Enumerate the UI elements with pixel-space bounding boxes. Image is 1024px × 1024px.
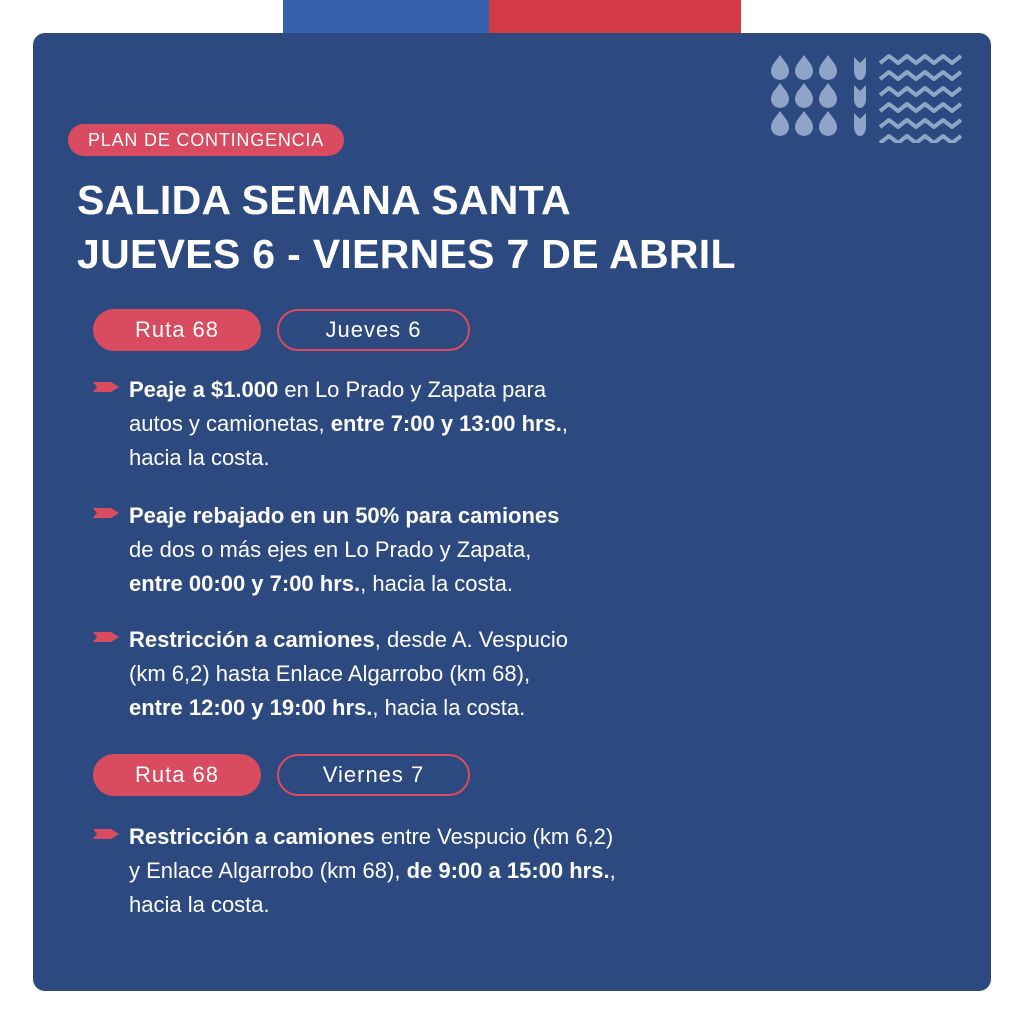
text-segment: y Enlace Algarrobo (km 68), — [129, 858, 407, 883]
text-segment: autos y camionetas, — [129, 411, 331, 436]
bold-text: entre 00:00 y 7:00 hrs. — [129, 571, 361, 596]
bold-text: de 9:00 a 15:00 hrs. — [406, 858, 610, 883]
bold-text: Restricción a camiones — [129, 627, 375, 652]
arrow-bullet-icon — [93, 630, 121, 644]
section-header-jueves — [93, 309, 470, 351]
text-line — [129, 623, 973, 657]
section-header-viernes — [93, 754, 470, 796]
bold-text: entre 12:00 y 19:00 hrs. — [129, 695, 373, 720]
list-item — [93, 623, 973, 725]
arrow-bullet-icon — [93, 827, 121, 841]
text-segment: en Lo Prado y Zapata para — [278, 377, 547, 402]
text-segment: , hacia la costa. — [372, 695, 526, 720]
text-segment: entre Vespucio (km 6,2) — [374, 824, 614, 849]
day-pill: Viernes 7 — [277, 754, 470, 796]
list-item — [93, 499, 973, 601]
list-item — [93, 820, 973, 922]
list-item-text — [129, 623, 973, 725]
text-segment: , — [561, 411, 569, 436]
title-line-2: JUEVES 6 - VIERNES 7 DE ABRIL — [77, 231, 736, 277]
text-line — [129, 441, 973, 475]
bold-text: entre 7:00 y 13:00 hrs. — [330, 411, 562, 436]
text-segment: de dos o más ejes en Lo Prado y Zapata, — [129, 537, 532, 562]
text-line — [129, 657, 973, 691]
title-line-1: SALIDA SEMANA SANTA — [77, 177, 571, 223]
day-pill: Jueves 6 — [277, 309, 470, 351]
text-segment: , — [609, 858, 616, 883]
bold-text: Restricción a camiones — [129, 824, 375, 849]
flag-stripe-blue — [283, 0, 489, 34]
text-line — [129, 499, 973, 533]
info-card — [33, 33, 991, 991]
text-line — [129, 854, 973, 888]
route-pill: Ruta 68 — [93, 309, 261, 351]
text-line — [129, 567, 973, 601]
text-line — [129, 888, 973, 922]
text-line — [129, 407, 973, 441]
bold-text: Peaje a $1.000 — [129, 377, 279, 402]
text-segment: hacia la costa. — [129, 445, 270, 470]
arrow-bullet-icon — [93, 506, 121, 520]
text-line — [129, 820, 973, 854]
list-item-text — [129, 373, 973, 475]
flag-stripe-red — [489, 0, 741, 34]
bold-text: Peaje rebajado en un 50% para camiones — [129, 503, 560, 528]
text-segment: hacia la costa. — [129, 892, 270, 917]
text-line — [129, 533, 973, 567]
page-title — [77, 173, 736, 281]
text-line — [129, 691, 973, 725]
text-line — [129, 373, 973, 407]
drops-and-waves-pattern-icon — [768, 53, 978, 143]
text-segment: , hacia la costa. — [360, 571, 514, 596]
plan-badge: PLAN DE CONTINGENCIA — [68, 124, 344, 156]
text-segment: (km 6,2) hasta Enlace Algarrobo (km 68), — [129, 661, 531, 686]
list-item-text — [129, 820, 973, 922]
text-segment: , desde A. Vespucio — [374, 627, 569, 652]
list-item-text — [129, 499, 973, 601]
arrow-bullet-icon — [93, 380, 121, 394]
route-pill: Ruta 68 — [93, 754, 261, 796]
list-item — [93, 373, 973, 475]
